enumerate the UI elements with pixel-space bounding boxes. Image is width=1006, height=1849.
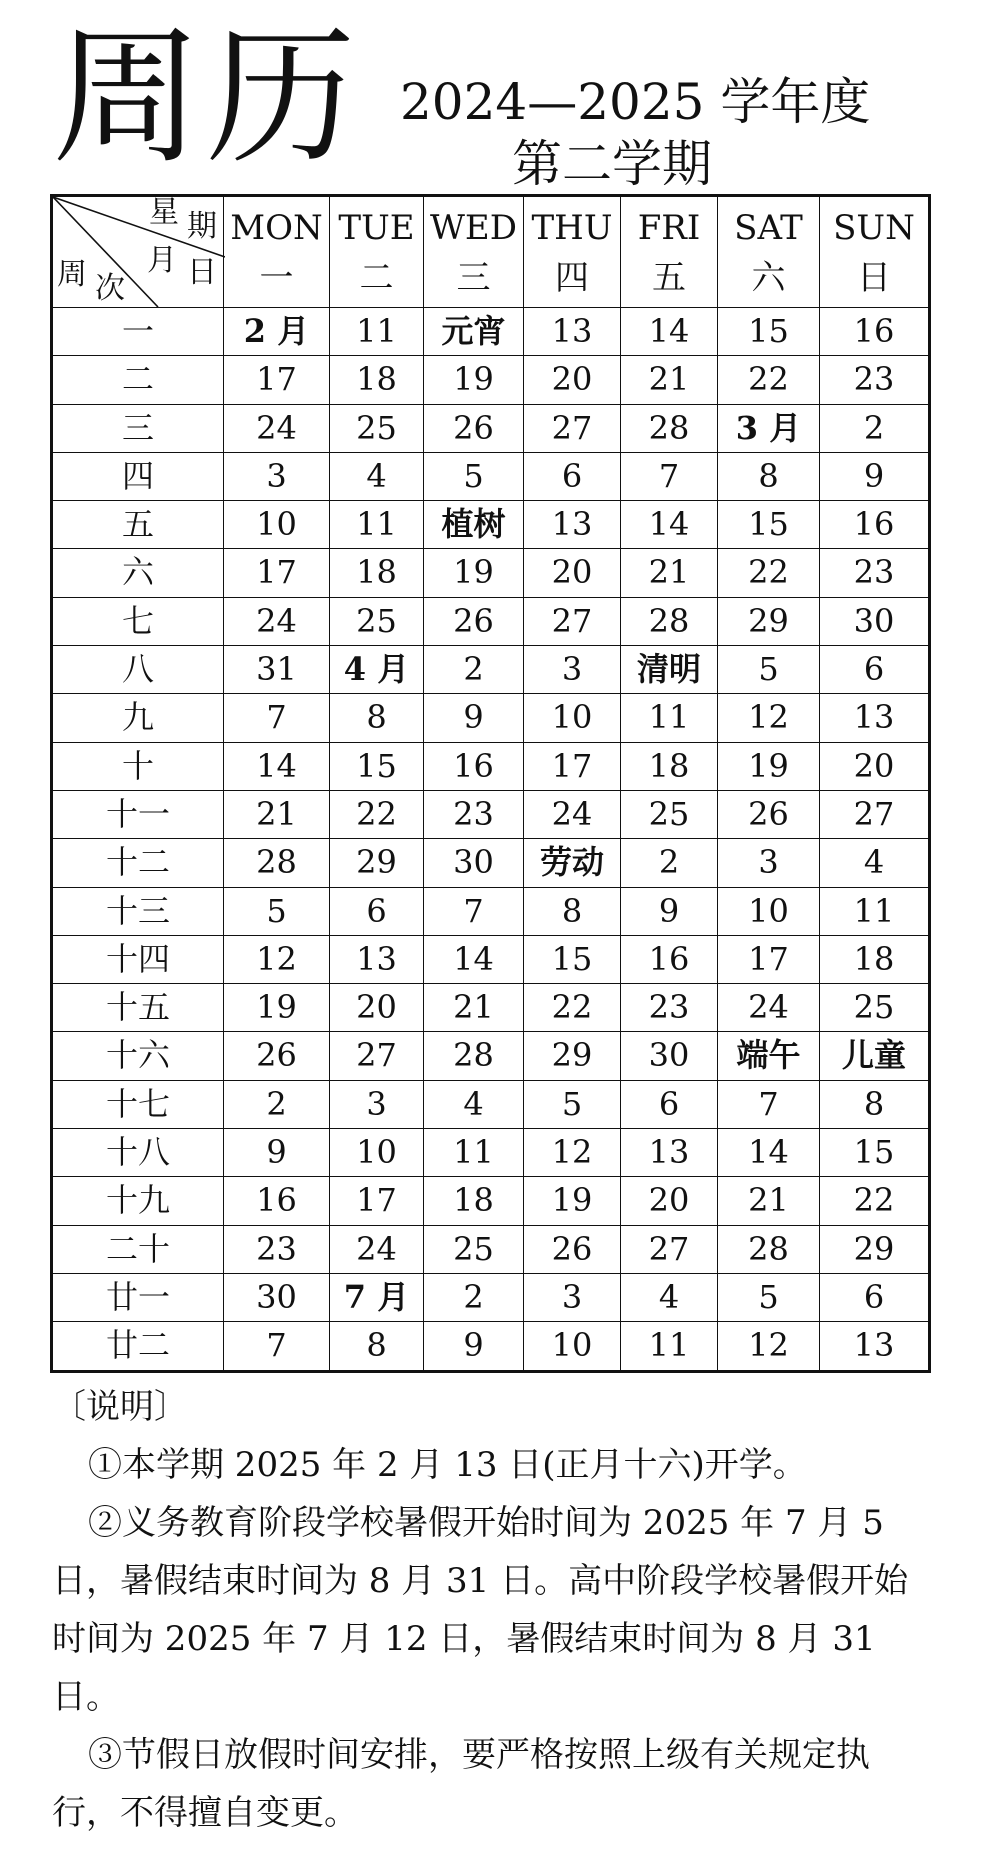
date-cell: 7 月 — [330, 1273, 424, 1321]
week-number: 廿一 — [52, 1273, 224, 1321]
date-cell: 3 — [524, 646, 621, 694]
week-number: 四 — [52, 452, 224, 500]
week-row — [52, 1177, 930, 1225]
date-cell: 12 — [718, 694, 820, 742]
page-title: 周历 — [52, 11, 361, 185]
date-cell: 26 — [424, 597, 524, 645]
calendar-body — [52, 308, 930, 1372]
date-cell: 11 — [330, 308, 424, 356]
date-cell: 15 — [718, 501, 820, 549]
date-cell: 24 — [524, 790, 621, 838]
date-cell: 20 — [820, 742, 930, 790]
date-cell: 5 — [424, 452, 524, 500]
week-row — [52, 1322, 930, 1371]
date-cell: 27 — [621, 1225, 718, 1273]
week-row — [52, 935, 930, 983]
date-cell: 26 — [424, 404, 524, 452]
date-cell: 29 — [330, 839, 424, 887]
date-cell: 25 — [330, 597, 424, 645]
date-cell: 23 — [621, 984, 718, 1032]
date-cell: 13 — [330, 935, 424, 983]
date-cell: 12 — [224, 935, 330, 983]
week-row — [52, 597, 930, 645]
date-cell: 10 — [524, 694, 621, 742]
date-cell: 14 — [718, 1129, 820, 1177]
date-cell: 25 — [820, 984, 930, 1032]
week-row — [52, 308, 930, 356]
date-cell: 16 — [820, 308, 930, 356]
week-number: 六 — [52, 549, 224, 597]
date-cell: 30 — [424, 839, 524, 887]
date-cell: 24 — [224, 404, 330, 452]
date-cell: 2 — [424, 646, 524, 694]
date-cell: 15 — [330, 742, 424, 790]
header-row — [52, 196, 930, 308]
day-header-en: TUE — [338, 208, 415, 248]
date-cell: 3 — [330, 1080, 424, 1128]
date-cell: 13 — [621, 1129, 718, 1177]
date-cell: 18 — [820, 935, 930, 983]
week-number: 十五 — [52, 984, 224, 1032]
corner-label-zhou: 周 — [57, 257, 87, 292]
week-row — [52, 887, 930, 935]
date-cell: 23 — [224, 1225, 330, 1273]
date-cell: 5 — [718, 646, 820, 694]
date-cell: 27 — [330, 1032, 424, 1080]
date-cell: 8 — [718, 452, 820, 500]
day-header — [330, 196, 424, 308]
date-cell: 2 月 — [224, 308, 330, 356]
week-row — [52, 1273, 930, 1321]
date-cell: 9 — [820, 452, 930, 500]
date-cell: 5 — [524, 1080, 621, 1128]
date-cell: 18 — [330, 356, 424, 404]
date-cell: 13 — [820, 694, 930, 742]
date-cell: 17 — [330, 1177, 424, 1225]
date-cell: 5 — [224, 887, 330, 935]
date-cell: 7 — [621, 452, 718, 500]
date-cell: 3 月 — [718, 404, 820, 452]
day-header-en: SUN — [833, 208, 915, 248]
day-header — [424, 196, 524, 308]
date-cell: 9 — [621, 887, 718, 935]
week-row — [52, 742, 930, 790]
date-cell: 9 — [424, 694, 524, 742]
day-header — [820, 196, 930, 308]
week-number: 一 — [52, 308, 224, 356]
date-cell: 30 — [820, 597, 930, 645]
week-row — [52, 1129, 930, 1177]
note-item: ①本学期 2025 年 2 月 13 日(正月十六)开学。 — [88, 1445, 807, 1485]
day-header — [524, 196, 621, 308]
date-cell: 11 — [621, 694, 718, 742]
date-cell: 27 — [820, 790, 930, 838]
week-row — [52, 984, 930, 1032]
date-cell: 16 — [224, 1177, 330, 1225]
date-cell: 31 — [224, 646, 330, 694]
date-cell: 14 — [424, 935, 524, 983]
day-header-cn: 一 — [259, 258, 294, 298]
date-cell: 4 — [330, 452, 424, 500]
note-item: ②义务教育阶段学校暑假开始时间为 2025 年 7 月 5 日，暑假结束时间为 8 月 31 日。高中阶段学校暑假开始时间为 2025 年 7 月 12 日，暑假结束时间为 8 月 31 日。 — [52, 1503, 909, 1717]
week-number: 十九 — [52, 1177, 224, 1225]
date-cell: 22 — [718, 549, 820, 597]
date-cell: 7 — [718, 1080, 820, 1128]
week-row — [52, 1080, 930, 1128]
date-cell: 28 — [224, 839, 330, 887]
date-cell: 3 — [718, 839, 820, 887]
date-cell: 15 — [524, 935, 621, 983]
date-cell: 22 — [330, 790, 424, 838]
notes-section — [52, 1378, 932, 1842]
date-cell: 儿童 — [820, 1032, 930, 1080]
date-cell: 11 — [621, 1322, 718, 1371]
day-header-cn: 二 — [359, 258, 394, 298]
date-cell: 19 — [524, 1177, 621, 1225]
date-cell: 17 — [718, 935, 820, 983]
week-calendar-table — [50, 194, 931, 1373]
date-cell: 16 — [424, 742, 524, 790]
date-cell: 28 — [621, 404, 718, 452]
day-header-cn: 日 — [857, 258, 891, 298]
day-header-en: MON — [230, 208, 323, 248]
week-number: 十二 — [52, 839, 224, 887]
week-row — [52, 404, 930, 452]
date-cell: 15 — [718, 308, 820, 356]
date-cell: 11 — [330, 501, 424, 549]
date-cell: 20 — [524, 356, 621, 404]
date-cell: 25 — [621, 790, 718, 838]
date-cell: 8 — [330, 694, 424, 742]
week-number: 十六 — [52, 1032, 224, 1080]
note-item: ③节假日放假时间安排，要严格按照上级有关规定执行，不得擅自变更。 — [52, 1735, 870, 1833]
date-cell: 27 — [524, 597, 621, 645]
date-cell: 17 — [524, 742, 621, 790]
week-number: 九 — [52, 694, 224, 742]
week-number: 八 — [52, 646, 224, 694]
week-row — [52, 501, 930, 549]
date-cell: 24 — [718, 984, 820, 1032]
date-cell: 4 月 — [330, 646, 424, 694]
date-cell: 7 — [224, 694, 330, 742]
corner-label-xing: 星 — [149, 195, 179, 230]
date-cell: 19 — [718, 742, 820, 790]
date-cell: 24 — [224, 597, 330, 645]
date-cell: 7 — [424, 887, 524, 935]
date-cell: 22 — [718, 356, 820, 404]
date-cell: 13 — [820, 1322, 930, 1371]
week-number: 五 — [52, 501, 224, 549]
date-cell: 14 — [621, 501, 718, 549]
date-cell: 21 — [621, 549, 718, 597]
date-cell: 25 — [330, 404, 424, 452]
corner-label-ci: 次 — [95, 271, 125, 306]
date-cell: 29 — [718, 597, 820, 645]
date-cell: 19 — [424, 356, 524, 404]
date-cell: 11 — [424, 1129, 524, 1177]
week-row — [52, 646, 930, 694]
date-cell: 16 — [621, 935, 718, 983]
date-cell: 3 — [524, 1273, 621, 1321]
date-cell: 30 — [621, 1032, 718, 1080]
day-header-en: SAT — [734, 208, 803, 248]
corner-label-ri: 日 — [187, 255, 217, 290]
day-header-cn: 六 — [751, 258, 786, 298]
date-cell: 14 — [224, 742, 330, 790]
date-cell: 劳动 — [524, 839, 621, 887]
date-cell: 24 — [330, 1225, 424, 1273]
date-cell: 10 — [524, 1322, 621, 1371]
date-cell: 23 — [820, 356, 930, 404]
date-cell: 6 — [820, 646, 930, 694]
corner-header — [52, 196, 224, 308]
date-cell: 7 — [224, 1322, 330, 1371]
week-row — [52, 452, 930, 500]
week-number: 三 — [52, 404, 224, 452]
date-cell: 28 — [424, 1032, 524, 1080]
date-cell: 2 — [621, 839, 718, 887]
day-header-cn: 三 — [456, 258, 491, 298]
date-cell: 8 — [820, 1080, 930, 1128]
date-cell: 21 — [621, 356, 718, 404]
date-cell: 6 — [820, 1273, 930, 1321]
date-cell: 20 — [621, 1177, 718, 1225]
day-header — [224, 196, 330, 308]
day-header-en: THU — [531, 208, 613, 248]
date-cell: 26 — [718, 790, 820, 838]
date-cell: 22 — [524, 984, 621, 1032]
date-cell: 26 — [224, 1032, 330, 1080]
date-cell: 25 — [424, 1225, 524, 1273]
date-cell: 12 — [718, 1322, 820, 1371]
week-number: 二 — [52, 356, 224, 404]
date-cell: 21 — [224, 790, 330, 838]
week-row — [52, 549, 930, 597]
date-cell: 12 — [524, 1129, 621, 1177]
date-cell: 11 — [820, 887, 930, 935]
date-cell: 元宵 — [424, 308, 524, 356]
date-cell: 23 — [820, 549, 930, 597]
date-cell: 23 — [424, 790, 524, 838]
date-cell: 4 — [621, 1273, 718, 1321]
week-number: 廿二 — [52, 1322, 224, 1371]
week-row — [52, 790, 930, 838]
date-cell: 清明 — [621, 646, 718, 694]
date-cell: 2 — [224, 1080, 330, 1128]
date-cell: 18 — [424, 1177, 524, 1225]
date-cell: 植树 — [424, 501, 524, 549]
date-cell: 5 — [718, 1273, 820, 1321]
date-cell: 6 — [621, 1080, 718, 1128]
date-cell: 14 — [621, 308, 718, 356]
date-cell: 13 — [524, 308, 621, 356]
day-header-cn: 四 — [555, 258, 589, 298]
notes-label: 〔说明〕 — [52, 1387, 188, 1427]
day-header — [718, 196, 820, 308]
date-cell: 13 — [524, 501, 621, 549]
date-cell: 10 — [224, 501, 330, 549]
academic-year: 2024—2025 学年度 — [400, 73, 871, 131]
week-number: 十三 — [52, 887, 224, 935]
date-cell: 18 — [621, 742, 718, 790]
day-header-en: WED — [429, 208, 518, 248]
date-cell: 20 — [330, 984, 424, 1032]
date-cell: 2 — [424, 1273, 524, 1321]
corner-label-qi: 期 — [187, 209, 217, 244]
day-header-en: FRI — [637, 208, 701, 248]
day-header — [621, 196, 718, 308]
date-cell: 4 — [424, 1080, 524, 1128]
date-cell: 17 — [224, 356, 330, 404]
date-cell: 26 — [524, 1225, 621, 1273]
date-cell: 29 — [820, 1225, 930, 1273]
week-row — [52, 1032, 930, 1080]
date-cell: 21 — [718, 1177, 820, 1225]
week-number: 十八 — [52, 1129, 224, 1177]
date-cell: 19 — [424, 549, 524, 597]
date-cell: 6 — [524, 452, 621, 500]
date-cell: 16 — [820, 501, 930, 549]
date-cell: 6 — [330, 887, 424, 935]
week-row — [52, 356, 930, 404]
date-cell: 3 — [224, 452, 330, 500]
date-cell: 29 — [524, 1032, 621, 1080]
date-cell: 10 — [330, 1129, 424, 1177]
date-cell: 9 — [224, 1129, 330, 1177]
week-number: 十四 — [52, 935, 224, 983]
date-cell: 端午 — [718, 1032, 820, 1080]
date-cell: 9 — [424, 1322, 524, 1371]
semester: 第二学期 — [512, 135, 712, 193]
date-cell: 8 — [524, 887, 621, 935]
date-cell: 20 — [524, 549, 621, 597]
date-cell: 10 — [718, 887, 820, 935]
week-number: 十一 — [52, 790, 224, 838]
week-row — [52, 839, 930, 887]
date-cell: 2 — [820, 404, 930, 452]
date-cell: 30 — [224, 1273, 330, 1321]
date-cell: 21 — [424, 984, 524, 1032]
date-cell: 4 — [820, 839, 930, 887]
date-cell: 15 — [820, 1129, 930, 1177]
week-number: 十七 — [52, 1080, 224, 1128]
week-number: 二十 — [52, 1225, 224, 1273]
date-cell: 22 — [820, 1177, 930, 1225]
date-cell: 27 — [524, 404, 621, 452]
date-cell: 17 — [224, 549, 330, 597]
week-number: 十 — [52, 742, 224, 790]
day-header-cn: 五 — [652, 258, 686, 298]
week-row — [52, 1225, 930, 1273]
date-cell: 18 — [330, 549, 424, 597]
corner-label-yue: 月 — [147, 243, 177, 278]
week-number: 七 — [52, 597, 224, 645]
week-row — [52, 694, 930, 742]
date-cell: 19 — [224, 984, 330, 1032]
date-cell: 8 — [330, 1322, 424, 1371]
date-cell: 28 — [718, 1225, 820, 1273]
date-cell: 28 — [621, 597, 718, 645]
